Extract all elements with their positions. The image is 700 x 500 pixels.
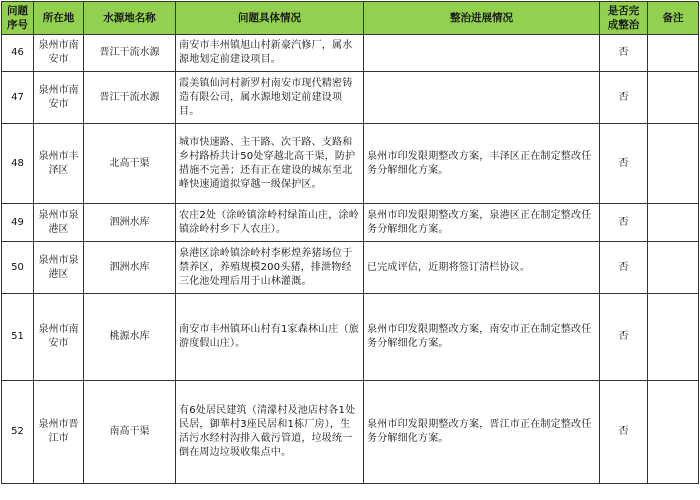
cell-city: 泉州市泉港区 <box>34 242 84 294</box>
cell-issue: 有6处居民建筑（清濛村及池店村各1处民居，御華村3座民居和1栋厂房），生活污水经村沟排入截污管道，垃圾统一倒在周边垃圾收集点中。 <box>176 381 364 484</box>
cell-progress <box>364 35 600 72</box>
table-row <box>2 124 699 204</box>
cell-issue: 霞美镇仙河村新罗村南安市现代精密铸造有限公司，属水源地划定前建设项目。 <box>176 72 364 124</box>
cell-source: 泗洲水库 <box>84 204 176 242</box>
cell-city: 泉州市晋江市 <box>34 381 84 484</box>
cell-done: 否 <box>600 124 648 204</box>
cell-city: 泉州市南安市 <box>34 294 84 381</box>
cell-source: 桃源水库 <box>84 294 176 381</box>
cell-done: 否 <box>600 204 648 242</box>
cell-note <box>648 124 699 204</box>
cell-issue: 南安市丰州镇环山村有1家森林山庄（旅游度假山庄）。 <box>176 294 364 381</box>
cell-no: 52 <box>2 381 34 484</box>
cell-no: 47 <box>2 72 34 124</box>
cell-city: 泉州市丰泽区 <box>34 124 84 204</box>
cell-city: 泉州市南安市 <box>34 35 84 72</box>
cell-source: 晋江干流水源 <box>84 72 176 124</box>
cell-city: 泉州市泉港区 <box>34 204 84 242</box>
header-no: 问题序号 <box>2 2 34 35</box>
table-row <box>2 242 699 294</box>
header-done: 是否完成整治 <box>600 2 648 35</box>
header-progress: 整治进展情况 <box>364 2 600 35</box>
cell-progress: 泉州市印发限期整改方案，南安市正在制定整改任务分解细化方案。 <box>364 294 600 381</box>
cell-no: 48 <box>2 124 34 204</box>
cell-done: 否 <box>600 35 648 72</box>
cell-note <box>648 242 699 294</box>
table-row <box>2 381 699 484</box>
cell-source: 晋江干流水源 <box>84 35 176 72</box>
header-source: 水源地名称 <box>84 2 176 35</box>
cell-no: 46 <box>2 35 34 72</box>
cell-note <box>648 204 699 242</box>
cell-issue: 泉港区涂岭镇涂岭村李彬煌养猪场位于禁养区，养殖规模200头猪，排泄物经三化池处理后用于山林灌溉。 <box>176 242 364 294</box>
cell-progress <box>364 72 600 124</box>
cell-progress: 已完成评估，近期将签订清栏协议。 <box>364 242 600 294</box>
cell-done: 否 <box>600 294 648 381</box>
cell-issue: 农庄2处（涂岭镇涂岭村绿笛山庄，涂岭镇涂岭村乡下人农庄）。 <box>176 204 364 242</box>
cell-progress: 泉州市印发限期整改方案，泉港区正在制定整改任务分解细化方案。 <box>364 204 600 242</box>
cell-no: 51 <box>2 294 34 381</box>
cell-note <box>648 294 699 381</box>
table-row <box>2 72 699 124</box>
cell-done: 否 <box>600 72 648 124</box>
cell-issue: 城市快速路、主干路、次干路、支路和乡村路桥共计50处穿越北高干渠，防护措施不完善；还有正在建设的城东至北峰快速通道拟穿越一级保护区。 <box>176 124 364 204</box>
cell-note <box>648 381 699 484</box>
cell-progress: 泉州市印发限期整改方案，晋江市正在制定整改任务分解细化方案。 <box>364 381 600 484</box>
cell-done: 否 <box>600 242 648 294</box>
cell-no: 49 <box>2 204 34 242</box>
cell-note <box>648 72 699 124</box>
cell-source: 北高干渠 <box>84 124 176 204</box>
cell-source: 泗洲水库 <box>84 242 176 294</box>
cell-source: 南高干渠 <box>84 381 176 484</box>
header-row <box>2 2 699 35</box>
cell-done: 否 <box>600 381 648 484</box>
table-row <box>2 35 699 72</box>
header-city: 所在地 <box>34 2 84 35</box>
cell-no: 50 <box>2 242 34 294</box>
cell-city: 泉州市南安市 <box>34 72 84 124</box>
cell-issue: 南安市丰州镇旭山村新豪汽修厂，属水源地划定前建设项目。 <box>176 35 364 72</box>
header-note: 备注 <box>648 2 699 35</box>
cell-progress: 泉州市印发限期整改方案，丰泽区正在制定整改任务分解细化方案。 <box>364 124 600 204</box>
cell-note <box>648 35 699 72</box>
table-row <box>2 204 699 242</box>
header-issue: 问题具体情况 <box>176 2 364 35</box>
remediation-table <box>1 1 699 484</box>
table-row <box>2 294 699 381</box>
